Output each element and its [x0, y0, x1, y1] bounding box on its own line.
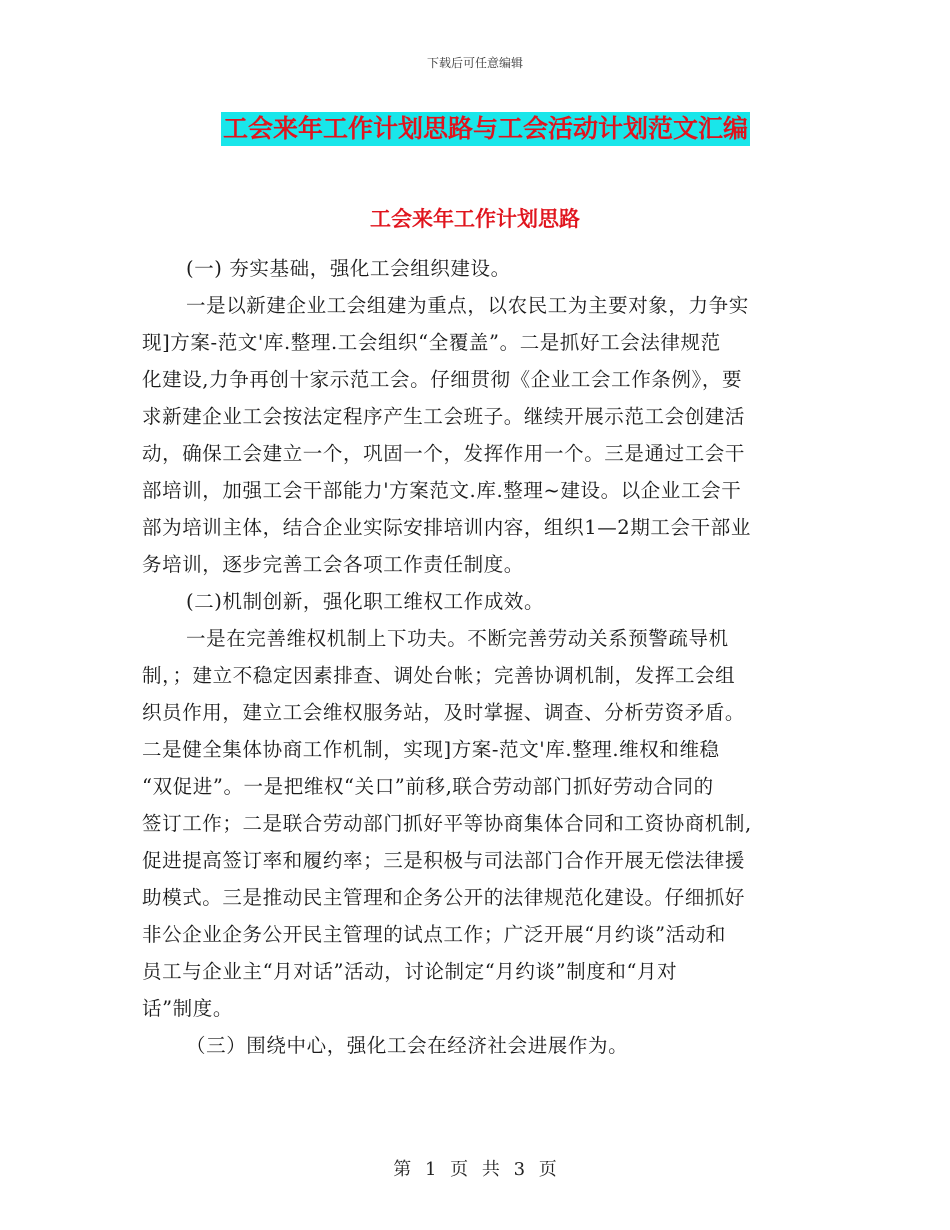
paragraph-line: （三）围绕中心，强化工会在经济社会进展作为。 — [186, 1034, 629, 1057]
paragraph-line: (一) 夯实基础，强化工会组织建设。 — [186, 257, 511, 280]
paragraph-line: 一是以新建企业工会组建为重点，以农民工为主要对象，力争实 — [186, 294, 749, 317]
header-note: 下载后可任意编辑 — [426, 56, 523, 70]
paragraph-line: 促进提高签订率和履约率；三是积极与司法部门合作开展无偿法律援 — [142, 849, 746, 872]
paragraph-line: 非公企业企务公开民主管理的试点工作；广泛开展“月约谈”活动和 — [142, 923, 726, 946]
paragraph-line: 化建设,力争再创十家示范工会。仔细贯彻《企业工会工作条例》，要 — [142, 368, 743, 391]
paragraph-line: 二是健全集体协商工作机制，实现]方案-范文'库.整理.维权和维稳 — [142, 738, 720, 761]
document-title: 工会来年工作计划思路与工会活动计划范文汇编 — [221, 112, 750, 146]
paragraph-line: 求新建企业工会按法定程序产生工会班子。继续开展示范工会创建活 — [142, 405, 746, 428]
paragraph-line: 部为培训主体，结合企业实际安排培训内容，组织1—2期工会干部业 — [142, 516, 751, 539]
paragraph-line: “双促进”。一是把维权“关口”前移,联合劳动部门抓好劳动合同的 — [142, 775, 714, 798]
paragraph-line: 现]方案-范文'库.整理.工会组织“全覆盖”。二是抓好工会法律规范 — [142, 331, 721, 354]
section-title: 工会来年工作计划思路 — [370, 207, 580, 231]
paragraph-line: 动，确保工会建立一个，巩固一个，发挥作用一个。三是通过工会干 — [142, 442, 746, 465]
paragraph-line: 部培训，加强工会干部能力'方案范文.库.整理~建设。以企业工会干 — [142, 479, 742, 502]
paragraph-line: 务培训，逐步完善工会各项工作责任制度。 — [142, 553, 524, 576]
paragraph-line: 一是在完善维权机制上下功夫。不断完善劳动关系预警疏导机 — [186, 627, 729, 650]
paragraph-line: 签订工作；二是联合劳动部门抓好平等协商集体合同和工资协商机制, — [142, 812, 752, 835]
paragraph-line: 制，；建立不稳定因素排查、调处台帐；完善协调机制，发挥工会组 — [142, 664, 736, 687]
paragraph-line: (二)机制创新，强化职工维权工作成效。 — [186, 590, 545, 613]
paragraph-line: 话”制度。 — [142, 997, 233, 1020]
paragraph-line: 员工与企业主“月对话”活动，讨论制定“月约谈”制度和“月对 — [142, 960, 678, 983]
paragraph-line: 织员作用，建立工会维权服务站，及时掌握、调查、分析劳资矛盾。 — [142, 701, 746, 724]
page-footer: 第 1 页 共 3 页 — [393, 1159, 557, 1180]
paragraph-line: 助模式。三是推动民主管理和企务公开的法律规范化建设。仔细抓好 — [142, 886, 746, 909]
